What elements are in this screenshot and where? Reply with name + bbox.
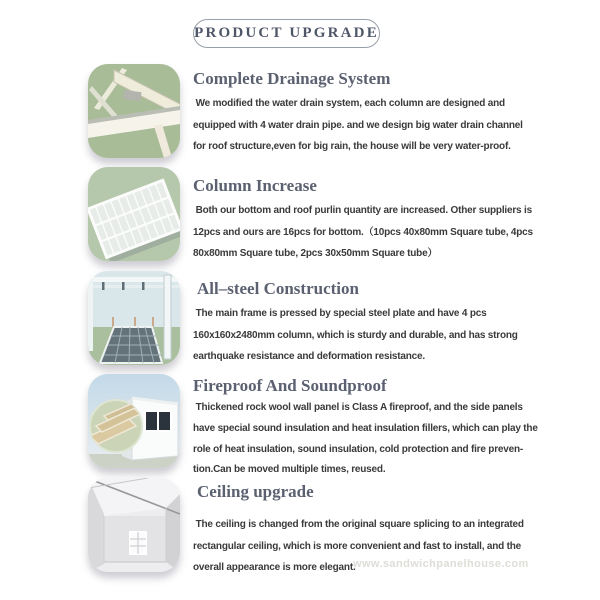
section-title: Complete Drainage System xyxy=(193,69,391,88)
section-body-line: role of heat insulation, sound insulation, cold protection and fire preven- xyxy=(193,443,524,455)
section-all-steel xyxy=(0,271,600,375)
section-title: Column Increase xyxy=(193,176,317,195)
page-title-pill xyxy=(193,19,380,48)
watermark-url: www.sandwichpanelhouse.com xyxy=(353,558,529,570)
section-body-line: rectangular ceiling, which is more convenient and fast to install, and the xyxy=(193,540,522,552)
section-title: Fireproof And Soundproof xyxy=(193,376,387,395)
ceiling-interior-image xyxy=(88,478,180,572)
section-body-line: earthquake resistance and deformation resistance. xyxy=(193,351,425,362)
section-body-line: The main frame is pressed by special steel plate and have 4 pcs xyxy=(193,308,487,319)
section-body-line: have special sound insulation and heat insulation fillers, which can play the xyxy=(193,422,538,434)
section-body-line: We modified the water drain system, each column are designed and xyxy=(193,98,505,109)
section-fireproof xyxy=(0,374,600,478)
section-body-line: equipped with 4 water drain pipe. and we design big water drain channel xyxy=(193,119,523,131)
section-title: All–steel Construction xyxy=(197,279,359,298)
section-body-line: 160x160x2480mm column, which is sturdy and durable, and has strong xyxy=(193,329,518,341)
section-body-line: for roof structure,even for big rain, the house will be very water-proof. xyxy=(193,141,511,152)
section-drainage xyxy=(0,64,600,168)
section-body-line: 12pcs and ours are 16pcs for bottom.（10pcs 40x80mm Square tube, 4pcs xyxy=(193,226,533,238)
section-body-line: The ceiling is changed from the original square splicing to an integrated xyxy=(193,519,524,530)
section-body-line: 80x80mm Square tube, 2pcs 30x50mm Square tube） xyxy=(193,248,438,259)
section-body-line: overall appearance is more elegant. xyxy=(193,562,356,573)
floor-purlin-grid-image xyxy=(88,167,180,261)
roof-drainage-image xyxy=(88,64,180,158)
container-house-panel-image xyxy=(88,374,180,468)
section-body-line: tion.Can be moved multiple times, reused. xyxy=(193,464,386,476)
section-body-line: Both our bottom and roof purlin quantity are increased. Other suppliers is xyxy=(193,205,532,216)
section-title: Ceiling upgrade xyxy=(197,482,314,501)
page-title: PRODUCT UPGRADE xyxy=(194,25,379,41)
section-column-increase xyxy=(0,167,600,271)
steel-frame-image xyxy=(88,271,180,365)
section-body-line: Thickened rock wool wall panel is Class A fireproof, and the side panels xyxy=(193,402,523,413)
